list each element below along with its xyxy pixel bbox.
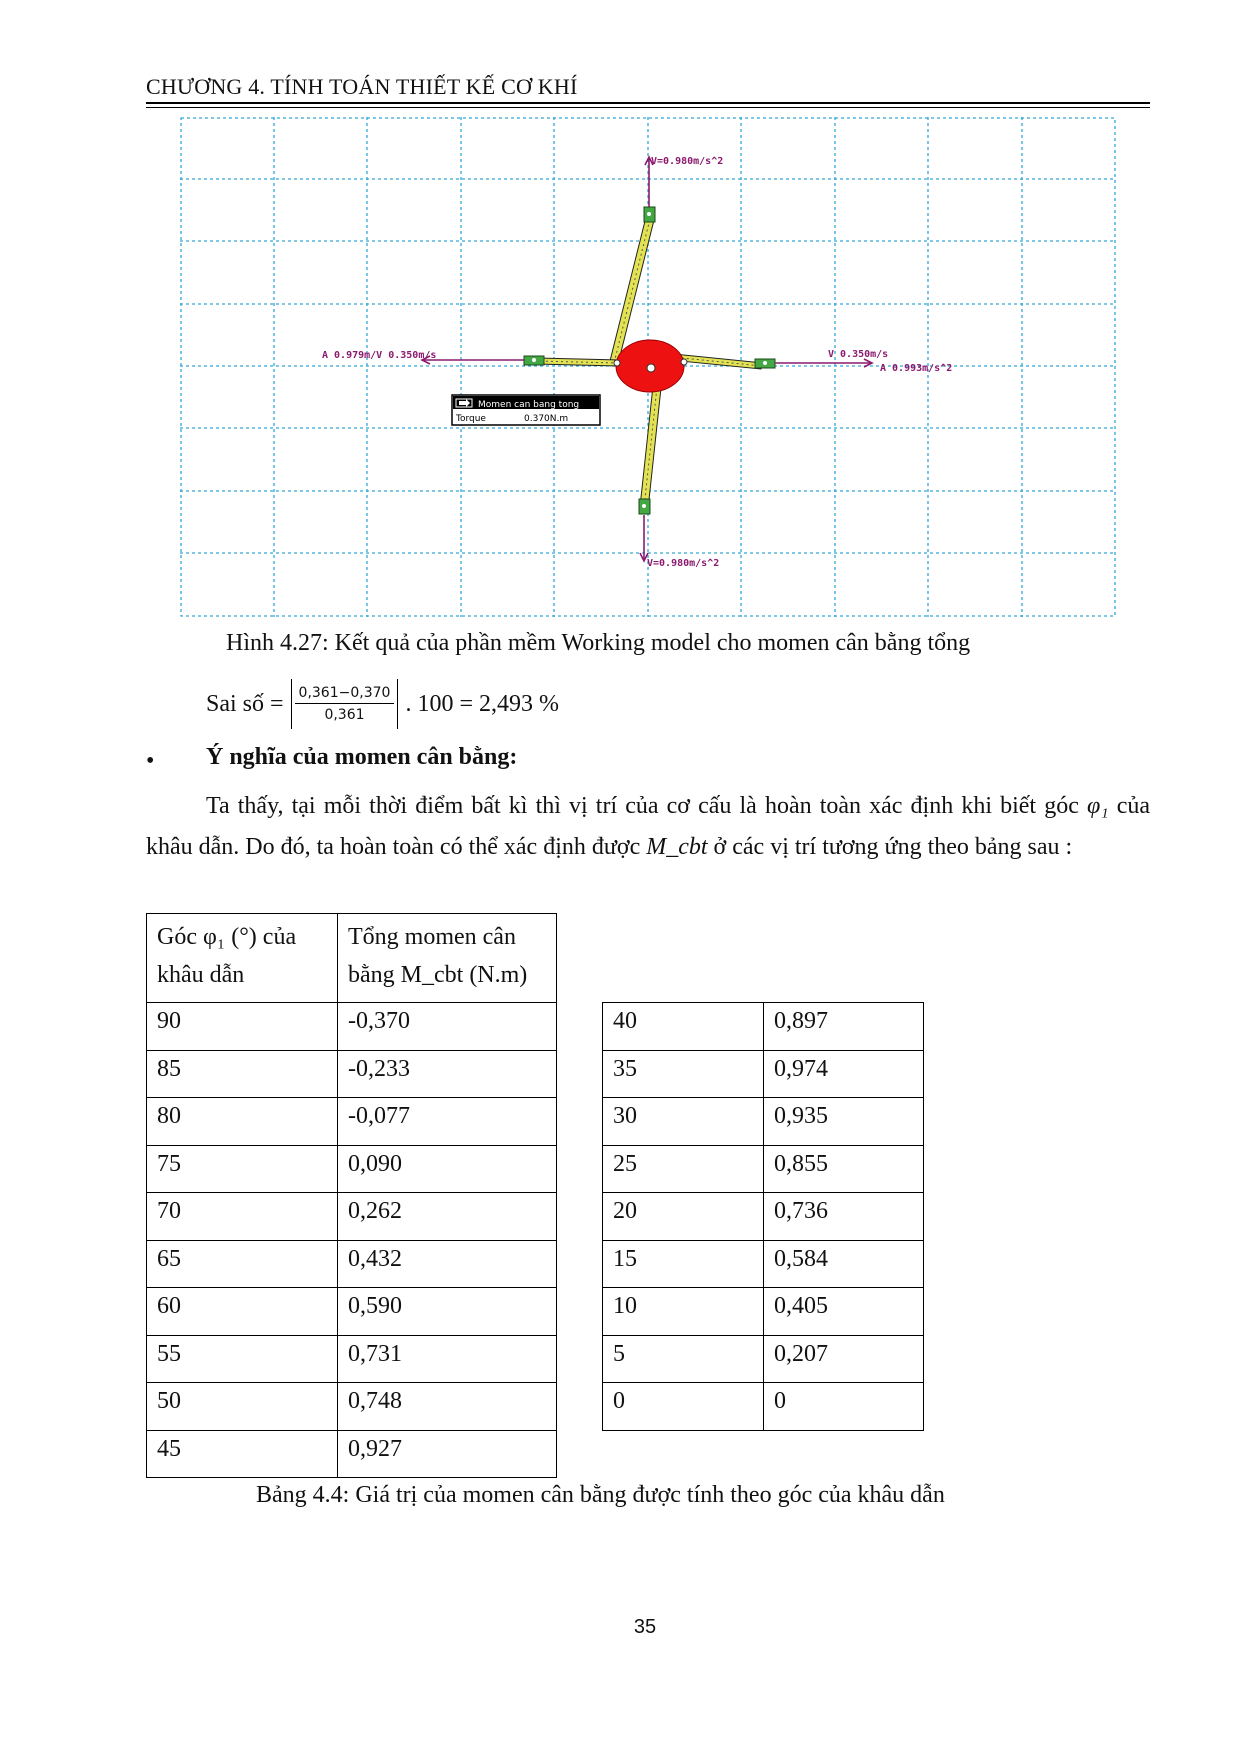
angle-cell: 60 (147, 1288, 338, 1336)
torque-cell: 0,405 (764, 1288, 924, 1336)
phi-symbol: φ₁ (1086, 793, 1109, 819)
angle-cell: 40 (603, 1003, 764, 1051)
table-row (603, 1050, 924, 1098)
error-label: Sai số = (206, 690, 284, 717)
right-slider-velocity-label: V 0.350m/s (828, 349, 889, 360)
torque-cell: 0,974 (764, 1050, 924, 1098)
angle-cell: 15 (603, 1240, 764, 1288)
meter-name: Torque (456, 414, 486, 424)
angle-cell: 30 (603, 1098, 764, 1146)
abs-fraction (288, 679, 402, 729)
page-number: 35 (633, 1616, 657, 1638)
table-row (603, 1003, 924, 1051)
table-caption: Bảng 4.4: Giá trị của momen cân bằng được tính theo góc của khâu dẫn (256, 1482, 945, 1508)
crank-disc (614, 340, 687, 392)
torque-cell: 0,731 (338, 1335, 557, 1383)
angle-cell: 20 (603, 1193, 764, 1241)
paragraph-part-3: ở các vị trí tương ứng theo bảng sau : (713, 834, 1073, 860)
paragraph-part-1: Ta thấy, tại mỗi thời điểm bất kì thì vị trí của cơ cấu là hoàn toàn xác định khi biết góc (206, 793, 1079, 819)
error-formula (206, 676, 559, 732)
angle-cell: 0 (603, 1383, 764, 1431)
table-row (147, 1003, 557, 1051)
table-row (147, 1430, 557, 1478)
torque-cell: 0,207 (764, 1335, 924, 1383)
table-header-angle: Góc φ₁ (°) của khâu dẫn (147, 914, 338, 1003)
angle-cell: 70 (147, 1193, 338, 1241)
torque-cell: 0,590 (338, 1288, 557, 1336)
angle-cell: 75 (147, 1145, 338, 1193)
torque-table-left (146, 913, 557, 1478)
top-slider-label: V=0.980m/s^2 (651, 156, 724, 167)
mcbt-symbol: M_cbt (646, 834, 708, 860)
torque-cell: 0,262 (338, 1193, 557, 1241)
table-header-torque: Tổng momen cân bằng M_cbt (N.m) (338, 914, 557, 1003)
figure-caption: Hình 4.27: Kết quả của phần mềm Working model cho momen cân bằng tổng (226, 630, 971, 656)
meter-value: 0.370N.m (524, 414, 569, 424)
table-row (147, 1383, 557, 1431)
torque-table-right (602, 1002, 924, 1431)
torque-cell: -0,370 (338, 1003, 557, 1051)
table-row (603, 1193, 924, 1241)
angle-cell: 80 (147, 1098, 338, 1146)
section-title: Ý nghĩa của momen cân bằng: (206, 744, 518, 770)
bottom-slider-label: V=0.980m/s^2 (647, 558, 720, 569)
angle-cell: 10 (603, 1288, 764, 1336)
error-result: . 100 = 2,493 % (405, 690, 559, 717)
torque-cell: -0,077 (338, 1098, 557, 1146)
torque-cell: 0,584 (764, 1240, 924, 1288)
table-row (603, 1098, 924, 1146)
table-row (603, 1335, 924, 1383)
table-row (603, 1383, 924, 1431)
table-row (147, 1098, 557, 1146)
working-model-figure (180, 117, 1116, 617)
meter-title: Momen can bang tong (478, 400, 580, 410)
torque-cell: 0,432 (338, 1240, 557, 1288)
angle-cell: 65 (147, 1240, 338, 1288)
table-row (147, 1288, 557, 1336)
torque-cell: 0 (764, 1383, 924, 1431)
angle-cell: 45 (147, 1430, 338, 1478)
torque-meter (452, 395, 600, 425)
table-row (147, 1145, 557, 1193)
table-row (603, 1240, 924, 1288)
bullet-icon: • (146, 748, 155, 774)
table-row (147, 1193, 557, 1241)
header-rule (146, 102, 1150, 104)
angle-cell: 35 (603, 1050, 764, 1098)
table-row (603, 1288, 924, 1336)
fraction-denominator: 0,361 (324, 707, 365, 723)
table-row (147, 1240, 557, 1288)
angle-cell: 55 (147, 1335, 338, 1383)
angle-cell: 90 (147, 1003, 338, 1051)
torque-cell: 0,897 (764, 1003, 924, 1051)
torque-cell: -0,233 (338, 1050, 557, 1098)
torque-cell: 0,736 (764, 1193, 924, 1241)
torque-cell: 0,927 (338, 1430, 557, 1478)
chapter-header: CHƯƠNG 4. TÍNH TOÁN THIẾT KẾ CƠ KHÍ (146, 74, 578, 99)
table-row (147, 1050, 557, 1098)
angle-cell: 5 (603, 1335, 764, 1383)
paragraph-part-2: của khâu dẫn. Do đó, ta hoàn toàn có thể xác định được (146, 793, 1150, 860)
torque-cell: 0,935 (764, 1098, 924, 1146)
angle-cell: 50 (147, 1383, 338, 1431)
header-rule-thin (146, 107, 1150, 108)
torque-cell: 0,090 (338, 1145, 557, 1193)
table-row (147, 1335, 557, 1383)
table-row (603, 1145, 924, 1193)
torque-cell: 0,855 (764, 1145, 924, 1193)
right-slider-accel-label: A 0.993m/s^2 (880, 363, 953, 374)
fraction-numerator: 0,361−0,370 (295, 685, 395, 704)
body-paragraph (146, 786, 1150, 868)
left-slider-label: A 0.979m/V 0.350m/s (322, 350, 437, 361)
angle-cell: 85 (147, 1050, 338, 1098)
angle-cell: 25 (603, 1145, 764, 1193)
torque-cell: 0,748 (338, 1383, 557, 1431)
